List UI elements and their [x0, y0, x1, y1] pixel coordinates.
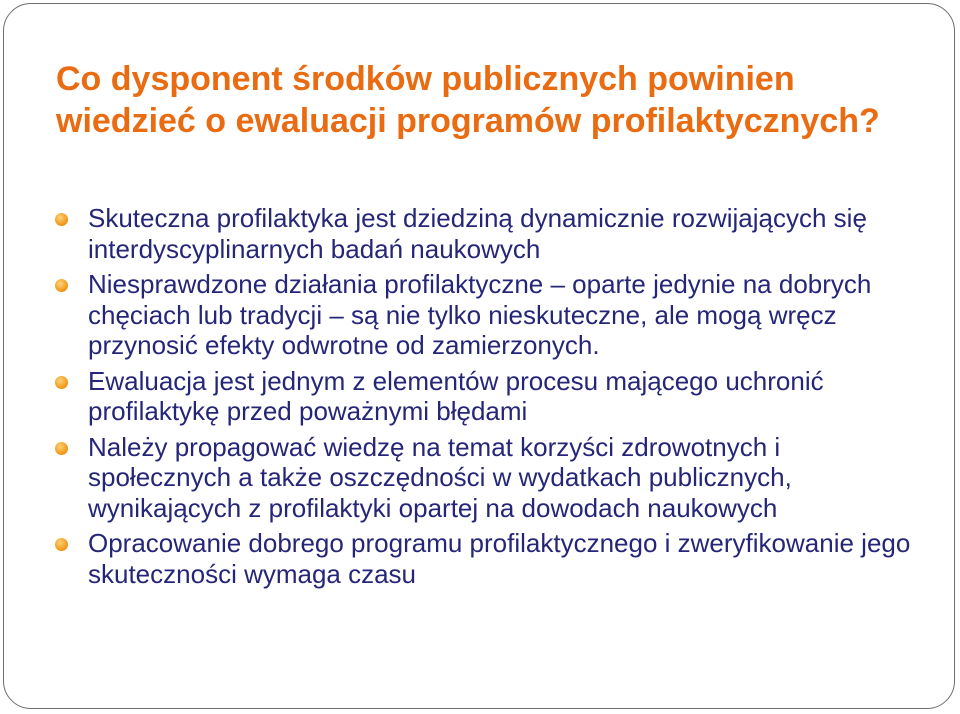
bullet-text: Opracowanie dobrego programu profilaktycznego i zweryfikowanie jego skuteczności wymaga czasu [88, 528, 911, 589]
bullet-text: Niesprawdzone działania profilaktyczne – oparte jedynie na dobrych chęciach lub tradycji – są nie tylko nieskuteczne, ale mogą wręcz przynosić efekty odwrotne od zamierzonych. [88, 269, 872, 360]
slide-title: Co dysponent środków publicznych powinien wiedzieć o ewaluacji programów profilaktycznych? [56, 60, 880, 140]
bullet-item [54, 528, 924, 589]
bullet-item [54, 269, 924, 361]
bullet-item [54, 432, 924, 524]
bullet-dot-icon [55, 376, 68, 389]
bullet-text: Ewaluacja jest jednym z elementów procesu mającego uchronić profilaktykę przed poważnymi błędami [88, 365, 824, 426]
bullet-dot-icon [55, 538, 68, 551]
bullet-item [54, 203, 924, 264]
bullet-text: Należy propagować wiedzę na temat korzyści zdrowotnych i społecznych a także oszczędności w wydatkach publicznych, wynikających z profilaktyki opartej na dowodach naukowych [88, 431, 792, 523]
slide-frame [3, 3, 955, 709]
bullet-dot-icon [55, 213, 68, 226]
bullet-list [54, 203, 924, 594]
bullet-dot-icon [55, 442, 68, 455]
bullet-item [54, 366, 924, 427]
bullet-dot-icon [55, 279, 68, 292]
bullet-text: Skuteczna profilaktyka jest dziedziną dynamicznie rozwijających się interdyscyplinarnych badań naukowych [88, 203, 867, 264]
